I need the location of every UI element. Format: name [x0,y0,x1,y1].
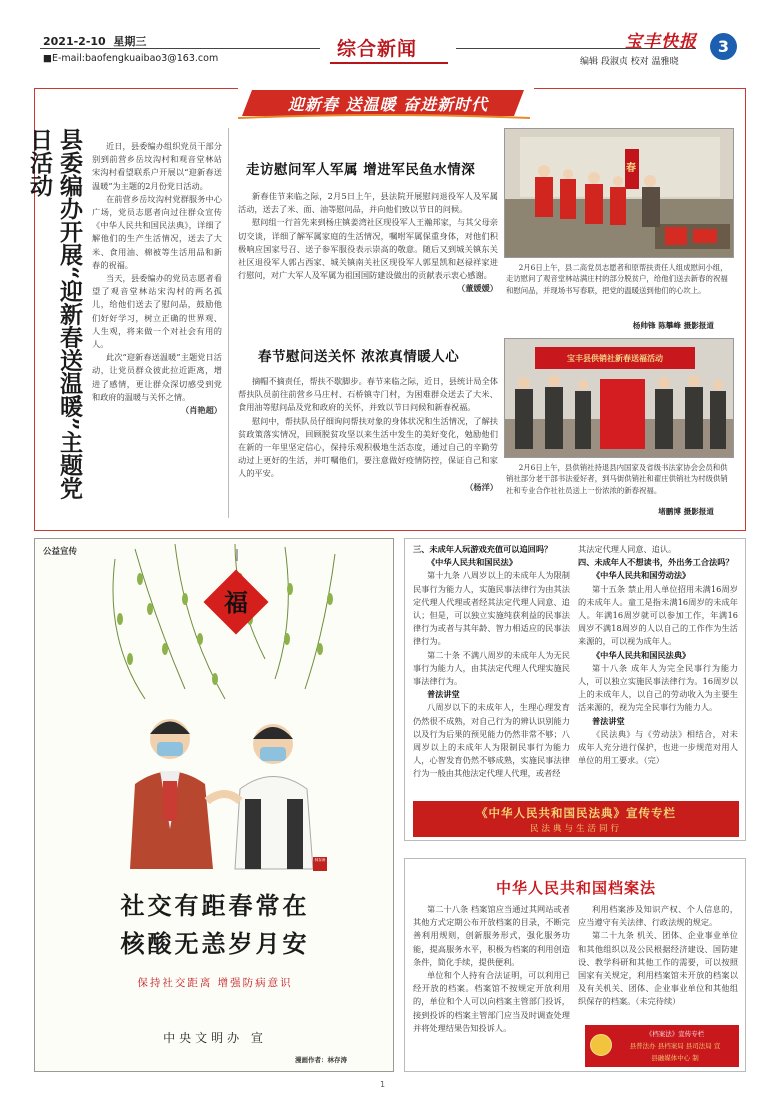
header-date [43,33,146,49]
article3-headline: 春节慰问送关怀 浓浓真情暖人心 [258,349,460,365]
page-number: 3 [717,37,730,56]
law-box [404,538,746,841]
section-title: 综合新闻 [337,38,418,60]
article1-body [92,140,222,417]
archive-footer-line2: 县普法办 县档案局 县司法局 宣 [629,1042,721,1050]
psa-artist: 漫画作者：林存涛 [295,1056,347,1064]
archive-title: 中华人民共和国档案法 [495,879,656,897]
article1-paragraph: 此次“迎新春送温暖”主题党日活动，让党员群众彼此拉近距离，增进了感情，更让群众深切感受到党和政府的温暖与关怀之情。 [92,352,222,402]
psa-slogan-line1: 社交有距春常在 [120,891,310,920]
psa-poster [34,538,394,1072]
article1-divider [228,128,229,518]
archive-footer-line1: 《档案法》宣传专栏 [645,1030,705,1038]
article3-author: （杨洋） [465,481,498,492]
law-article-15: 第十五条 禁止用人单位招用未满16周岁的未成年人。童工是指未满16周岁的未成年人。年满16周岁就可以参加工作，年满16周岁不满18周岁的人以自己的工作作为生活来源的，可以视为成年人。 [578,583,738,647]
photo1-couplet: 春 [626,163,636,174]
photo2-banner-text: 宝丰县供销社新春送福活动 [567,353,663,363]
archive-footer-banner [585,1025,739,1067]
archive-footer-line3: 县融媒体中心 制 [651,1054,699,1062]
article1-author: （肖艳超） [181,405,222,416]
article3-paragraph: 摘帽不摘责任，帮扶不歇脚步。春节来临之际，近日，县统计局全体帮扶队员前往前营乡马庄村、石桥镇寺门村，为困难群众送去了大米、食用油等慰问品及党和政府的关怀，并致以节日问候和新春祝福。 [238,376,498,413]
archive-article-28: 第二十八条 档案馆应当通过其网站或者其他方式定期公布开放档案的目录，不断完善利用规则，创新服务形式，强化服务功能，提高服务水平，积极为档案的利用创造条件，简化手续，提供便利。 [413,904,570,967]
page-footer: 1 [380,1080,386,1089]
law-lecture-text: 八周岁以下的未成年人，生理心理发育仍然很不成熟，对自己行为的辨认识别能力以及行为后果的预见能力仍然非常不够；八周岁以上的未成年人为限制民事行为能力人，心智发育仍然不够成熟，实施民事法律行为一般由其他法定代理人代理，或者经 [413,702,570,779]
law-banner-sub: 民法典与生活同行 [529,824,622,834]
law-lecture-heading-2: 普法讲堂 [591,715,625,726]
psa-label: 公益宣传 [43,547,78,557]
law-article-19: 第十九条 八周岁以上的未成年人为限制民事行为能力人，实施民事法律行为由其法定代理人代理或者经其法定代理人同意、追认；但是，可以独立实施纯获利益的民事法律行为或者与其年龄、智力相适应的民事法律行为。 [413,570,570,647]
archive-article-28-cont: 单位和个人持有合法证明，可以利用已经开放的档案。档案馆不按规定开放利用的，单位和个人可以向档案主管部门投诉，接到投诉的档案主管部门应当及时调查处理并将处理结果告知投诉人。 [413,970,570,1033]
photo2-credit: 堵鹏博 摄影报道 [658,507,714,516]
law-col2 [578,543,738,767]
photo1-credit: 杨帅锋 陈攀峰 摄影报道 [632,321,714,330]
article3-body [238,375,498,494]
psa-illustration [35,539,394,879]
paper-logo: 宝丰快报 [625,32,697,52]
law-article-20: 第二十条 不满八周岁的未成年人为无民事行为能力人，由其法定代理人代理实施民事法律行为。 [413,649,570,687]
date: 2021-2-10 [43,35,106,48]
article2-paragraph: 慰问组一行首先来到杨庄镇姜湾社区现役军人王瀚邦家，与其父母亲切交谈，详细了解军属家庭的生活情况，嘱咐军属保重身体，对他们积极响应国家号召、送子参军服役表示崇高的敬意。随后又到城关镇东关社区退役军人郭占西家、城关镇南关社区现役军人郭星凯和赵禄祥家进行慰问，对广大军人及军属为祖国国防建设做出的贡献表示衷心感谢。 [238,217,498,281]
section-underline [330,62,448,64]
law-lecture-heading: 普法讲堂 [426,689,460,700]
psa-fu: 福 [224,588,248,617]
article2-paragraph: 新春佳节来临之际，2月5日上午，县法院开展慰问退役军人及军属活动，送去了米、面、油等慰问品，并向他们致以节日的问候。 [238,191,498,215]
article3-paragraph: 慰问中，帮扶队员仔细询问帮扶对象的身体状况和生活情况，了解扶贫政策落实情况，回顾脱贫攻坚以来生活中发生的美好变化，勉励他们在新的一年里坚定信心，保持乐观积极地生活态度，通过自己的辛勤劳动过上更好的生活，并叮嘱他们，要注意做好疫情防控，保证自己和家人的平安。 [238,415,498,479]
article1-paragraph: 近日，县委编办组织党员干部分别到前营乡岳坟沟村和观音堂林站宋沟村看望联系户开展以“迎新春送温暖”为主题的2月份党日活动。 [92,141,222,191]
law-banner-title: 《中华人民共和国民法典》宣传专栏 [476,806,676,820]
law-source-code: 《中华人民共和国民法典》 [591,649,691,660]
photo1-caption: 2月6日上午，县二高党员志愿者和原帮扶责任人组成慰问小组，走访慰问了观音堂林站满庄村的部分脱贫户，给他们送去新春的祝福和慰问品，并现场书写春联，把党的温暖送到他们的心坎上。 [506,263,728,295]
law-lecture-text-2: 《民法典》与《劳动法》相结合，对未成年人充分进行保护，也进一步规范对用人单位的用工要求。（完） [578,728,738,766]
photo1-scene [505,129,734,258]
article1-paragraph: 当天，县委编办的党员志愿者看望了观音堂林站宋沟村的两名孤儿，给他们送去了慰问品，鼓励他们好好学习，树立正确的世界观、人生观，将来做一个对社会有用的人。 [92,273,222,350]
archive-col1 [413,903,570,1035]
photo2 [504,338,734,458]
photo2-caption: 2月6日上午，县供销社持退县内国家及省级书法家协会会员和供销社部分老干部书法爱好者，到马街供销社和翟庄供销社为村级供销社和专业合作社社员送上一份浓浓的新春祝福。 [506,463,728,495]
weekday: 星期三 [113,35,147,48]
psa-publisher: 中央文明办 宣 [163,1031,267,1045]
archive-article-29: 第二十九条 机关、团体、企业事业单位和其他组织以及公民根据经济建设、国防建设、教学科研和其他工作的需要，可以按照国家有关规定，利用档案馆未开放的档案以及有关机关、团体、企业事业单位和其他组织保存的档案。（未完待续） [578,930,738,1007]
banner-title: 迎新春 送温暖 奋进新时代 [287,95,489,114]
law-source-civil: 《中华人民共和国民法》 [426,557,518,568]
archive-col2 [578,903,738,1009]
law-banner [413,801,739,837]
header-email: ■E-mail:baofengkuaibao3@163.com [43,53,219,64]
law-source-labor: 《中华人民共和国劳动法》 [591,570,691,581]
law-article-18: 第十八条 成年人为完全民事行为能力人，可以独立实施民事法律行为。16周岁以上的未成年人，以自己的劳动收入为主要生活来源的，视为完全民事行为能力人。 [578,662,738,713]
photo1 [504,128,734,258]
article1-headline: 县委编办开展“迎新春送温暖”主题党日活动 [26,128,83,500]
psa-subslogan: 保持社交距离 增强防病意识 [137,977,293,989]
article1-paragraph: 在前营乡岳坟沟村党群服务中心广场，党员志愿者向过往群众宣传《中华人民共和国民法典》，详细了解他们的生产生活情况，送去了大米、食用油、棉被等生活用品和新春的祝福。 [92,193,222,270]
editors: 编辑 段淑贞 校对 温雅晓 [580,57,679,67]
law-continued: 其法定代理人同意、追认。 [578,544,677,554]
article2-headline: 走访慰问军人军属 增进军民鱼水情深 [246,162,476,178]
article2-author: （董媛媛） [457,283,498,294]
law-col1 [413,543,570,781]
top-banner [238,84,534,120]
emblem-icon [590,1034,612,1056]
psa-slogan-line2: 核酸无恙岁月安 [120,929,310,958]
page-number-badge [710,33,737,60]
article2-body [238,190,498,296]
law-question3: 三、未成年人玩游戏充值可以追回吗？ [413,544,553,554]
archive-box [404,858,746,1072]
archive-rights-note: 利用档案涉及知识产权、个人信息的，应当遵守有关法律、行政法规的规定。 [578,904,738,928]
law-question4: 四、未成年人不想读书，外出务工合法吗？ [578,557,734,568]
header-rule-left [40,48,320,49]
psa-seal: 林存涛 [314,858,326,862]
